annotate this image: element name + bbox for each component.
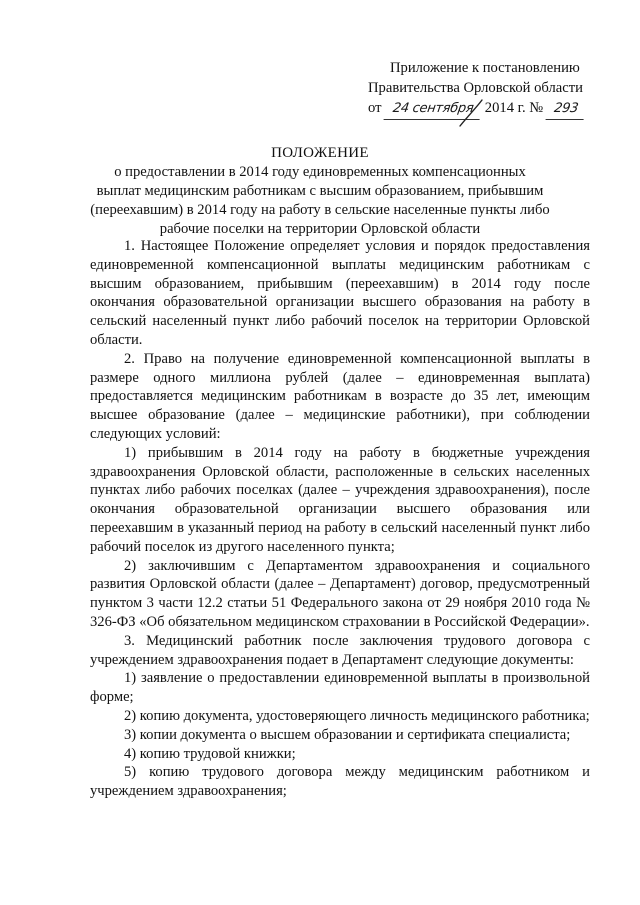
appendix-year-text: 2014 г. № <box>484 100 544 116</box>
paragraph: 1) заявление о предоставлении единовременной выплаты в произвольной форме; <box>90 670 590 706</box>
paragraph: 1. Настоящее Положение определяет условия и порядок предоставления единовременной компенсационной выплаты медицинским работникам с высшим образованием, прибывшим (переехавшим) в 2014 году после окончания образовательной организации высшего образования на работу в сельский населенный пункт либо рабочий поселок на территории Орловской области. <box>90 238 590 348</box>
appendix-header <box>368 58 618 120</box>
paragraph: 2. Право на получение единовременной компенсационной выплаты в размере одного миллиона рублей (далее – единовременная выплата) предоставляется медицинским работникам в возрасте до 35 лет, имеющим высшее образование (далее – медицинские работники), при соблюдении следующих условий: <box>90 350 590 442</box>
appendix-line-1: Приложение к постановлению <box>390 60 580 76</box>
title-line-3: (переехавшим) в 2014 году на работу в сельские населенные пункты либо <box>90 202 550 218</box>
document-title <box>60 144 580 239</box>
document-body <box>90 237 590 801</box>
appendix-line-2: Правительства Орловской области <box>368 80 583 96</box>
pen-stroke-mark <box>452 98 492 128</box>
appendix-from-prefix: от <box>368 100 382 116</box>
title-line-1: о предоставлении в 2014 году единовременных компенсационных <box>114 164 526 180</box>
paragraph: 3. Медицинский работник после заключения трудового договора с учреждением здравоохранения подает в Департамент следующие документы: <box>90 632 590 668</box>
handwritten-number: 293 <box>545 99 586 120</box>
title-heading: ПОЛОЖЕНИЕ <box>271 145 369 161</box>
paragraph: 2) заключившим с Департаментом здравоохранения и социального развития Орловской области (далее – Департамент) договор, предусмотренный пунктом 3 части 12.2 статьи 51 Федерального закона от 29 ноября 2010 года № 326-ФЗ «Об обязательном медицинском страховании в Российской Федерации». <box>90 557 590 630</box>
appendix-line-date <box>368 98 618 120</box>
title-line-4: рабочие поселки на территории Орловской области <box>159 221 481 237</box>
paragraph: 3) копии документа о высшем образовании и сертификата специалиста; <box>124 726 571 743</box>
paragraph: 1) прибывшим в 2014 году на работу в бюджетные учреждения здравоохранения Орловской области, расположенные в сельских населенных пунктах либо рабочих поселках (далее – учреждения здравоохранения), после окончания образовательной организации высшего образования или переехавшим в указанный период на работу в сельский населенный пункт либо рабочий поселок из другого населенного пункта; <box>90 444 590 555</box>
title-line-2: выплат медицинским работникам с высшим образованием, прибывшим <box>96 183 544 199</box>
paragraph: 4) копию трудовой книжки; <box>124 745 296 762</box>
paragraph: 2) копию документа, удостоверяющего личность медицинского работника; <box>124 707 590 724</box>
paragraph: 5) копию трудового договора между медицинским работником и учреждением здравоохранения; <box>90 764 590 800</box>
handwritten-date: 24 сентября <box>384 99 483 120</box>
